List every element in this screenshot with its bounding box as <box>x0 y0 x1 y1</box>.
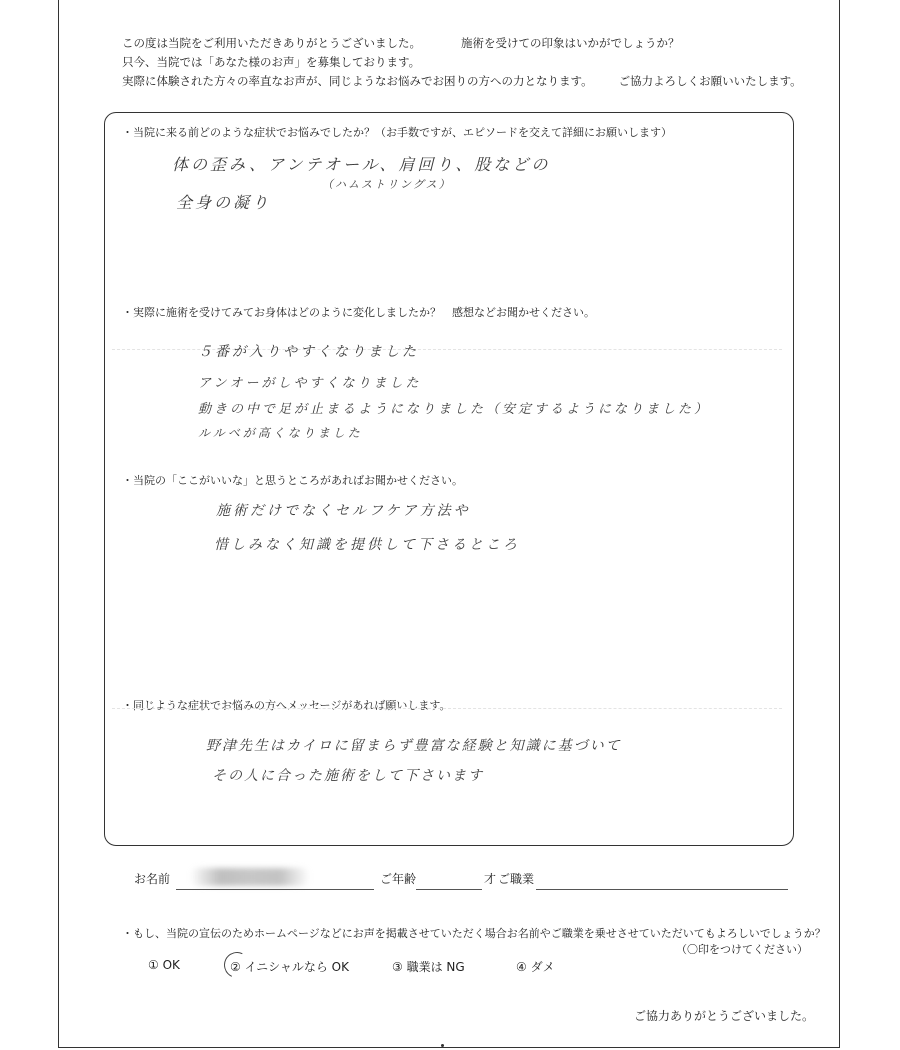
permission-question-text: もし、当院の宣伝のためホームページなどにお声を掲載させていただく場合お名前やご職業を乗せさせていただいてもよろしいでしょうか？ <box>133 927 826 940</box>
job-label: ご職業 <box>498 872 535 886</box>
intro-line-3a: 実際に体験された方々の率直なお声が、同じようなお悩みでお困りの方への力となります。 <box>122 74 593 88</box>
answer-4-line-2: その人に合った施術をして下さいます <box>212 768 484 784</box>
name-label: お名前 <box>134 872 171 886</box>
question-2: ・ 実際に施術を受けてみてお身体はどのように変化しましたか？ 感想などお聞かせください。 <box>122 304 595 320</box>
permission-note: （〇印をつけてください） <box>676 943 808 956</box>
answer-1-line-2: 全身の凝り <box>176 193 272 212</box>
answer-2-line-1: ５番が入りやすくなりました <box>198 344 419 360</box>
question-4: ・ 同じような症状でお悩みの方へメッセージがあれば願いします。 <box>122 697 450 713</box>
redacted-name <box>190 868 310 886</box>
age-suffix: 才 <box>484 872 497 886</box>
question-1: ・ 当院に来る前どのような症状でお悩みでしたか？（お手数ですが、エピソードを交えて詳細にお願いします） <box>122 124 672 140</box>
question-3: ・ 当院の「ここがいいな」と思うところがあればお聞かせください。 <box>122 472 463 488</box>
answer-4-line-1: 野津先生はカイロに留まらず豊富な経験と知識に基づいて <box>206 738 622 754</box>
answer-2-line-4: ルルベが高くなりました <box>198 426 363 440</box>
job-field-line <box>536 889 788 890</box>
intro-line-3b: ご協力よろしくお願いいたします。 <box>618 74 802 88</box>
name-field-line <box>176 889 374 890</box>
answer-1-line-1: 体の歪み、アンテオール、肩回り、股などの <box>172 155 551 174</box>
answer-1-note: （ハムストリングス） <box>322 178 452 191</box>
intro-line-1a: この度は当院をご利用いただきありがとうございました。 <box>122 36 421 50</box>
intro-line-1b: 施術を受けての印象はいかがでしょうか？ <box>461 36 680 50</box>
option-ok[interactable]: ① OK <box>148 958 180 972</box>
closing-thanks: ご協力ありがとうございました。 <box>634 1009 815 1023</box>
answer-2-line-3: 動きの中で足が止まるようになりました（安定するようになりました） <box>198 402 711 417</box>
permission-question: ・もし、当院の宣伝のためホームページなどにお声を掲載させていただく場合お名前やご職業を乗せさせていただいてもよろしいでしょうか？ <box>122 927 826 940</box>
faint-rule <box>112 708 782 709</box>
option-no[interactable]: ④ ダメ <box>516 960 555 974</box>
age-field-line <box>416 889 482 890</box>
page-dot <box>441 1044 444 1047</box>
intro-line-2: 只今、当院では「あなた様のお声」を募集しております。 <box>122 55 421 69</box>
answer-3-line-1: 施術だけでなくセルフケア方法や <box>216 503 471 519</box>
intro-text <box>122 34 802 91</box>
age-label: ご年齢 <box>380 872 417 886</box>
option-job-ng[interactable]: ③ 職業は NG <box>392 960 465 974</box>
answer-2-line-2: アンオーがしやすくなりました <box>198 376 422 391</box>
option-initial-ok[interactable]: ② イニシャルなら OK <box>230 960 349 974</box>
answer-3-line-2: 惜しみなく知識を提供して下さるところ <box>214 537 520 553</box>
